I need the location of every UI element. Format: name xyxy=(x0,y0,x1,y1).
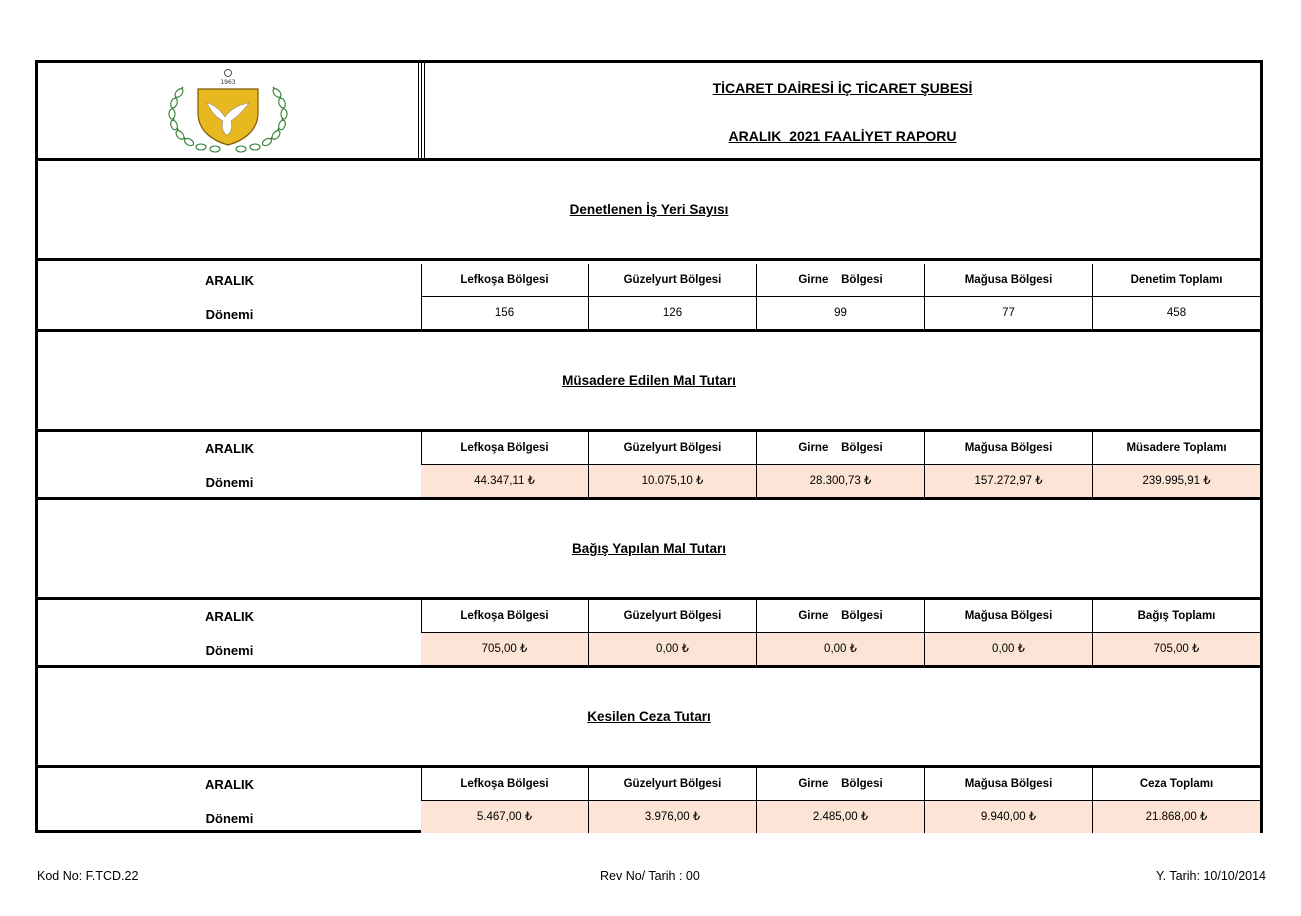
emblem-year: 1963 xyxy=(220,79,236,86)
report-table xyxy=(35,60,1263,833)
column-header: Girne Bölgesi xyxy=(757,432,924,465)
column-header: Güzelyurt Bölgesi xyxy=(589,768,756,801)
column-header: Lefkoşa Bölgesi xyxy=(421,264,588,297)
cell-value: 157.272,97 ₺ xyxy=(925,465,1092,497)
cell-value: 99 xyxy=(834,307,847,319)
period-month: ARALIK xyxy=(204,273,255,288)
cell-value: 44.347,11 ₺ xyxy=(421,465,588,497)
column-header: Mağusa Bölgesi xyxy=(925,264,1092,297)
cell-value: 239.995,91 ₺ xyxy=(1093,465,1260,497)
section-title: Kesilen Ceza Tutarı xyxy=(587,709,711,724)
region-column xyxy=(421,264,589,329)
column-header: Girne Bölgesi xyxy=(757,768,924,801)
region-column xyxy=(589,264,757,329)
period-label xyxy=(38,264,422,329)
total-column xyxy=(1093,432,1260,497)
section-title: Denetlenen İş Yeri Sayısı xyxy=(569,202,729,217)
cell-value: 458 xyxy=(1166,307,1187,319)
cell-value: 0,00 ₺ xyxy=(757,633,924,665)
region-column xyxy=(925,768,1093,833)
period-month: ARALIK xyxy=(204,441,255,456)
footer-date: Y. Tarih: 10/10/2014 xyxy=(1155,869,1266,883)
column-header: Lefkoşa Bölgesi xyxy=(421,600,588,633)
column-header: Mağusa Bölgesi xyxy=(925,600,1092,633)
title-cell xyxy=(424,63,1260,158)
cell-value: 705,00 ₺ xyxy=(1093,633,1260,665)
region-column xyxy=(757,600,925,665)
column-header: Bağış Toplamı xyxy=(1093,600,1260,633)
footer-code: Kod No: F.TCD.22 xyxy=(37,869,139,883)
section-row-inspections xyxy=(38,264,1260,332)
total-column xyxy=(1093,264,1260,329)
period-suffix: Dönemi xyxy=(205,643,254,658)
column-header: Mağusa Bölgesi xyxy=(925,768,1092,801)
period-label xyxy=(38,768,422,833)
column-header: Güzelyurt Bölgesi xyxy=(589,600,756,633)
period-suffix: Dönemi xyxy=(205,307,254,322)
column-header: Güzelyurt Bölgesi xyxy=(589,264,756,297)
region-column xyxy=(925,264,1093,329)
region-column xyxy=(589,600,757,665)
region-column xyxy=(421,768,589,833)
cell-value: 10.075,10 ₺ xyxy=(589,465,756,497)
section-title: Müsadere Edilen Mal Tutarı xyxy=(562,373,736,388)
cell-value: 9.940,00 ₺ xyxy=(925,801,1092,833)
cell-value: 2.485,00 ₺ xyxy=(757,801,924,833)
section-row-fines xyxy=(38,768,1260,836)
cell-value: 705,00 ₺ xyxy=(421,633,588,665)
cell-value: 5.467,00 ₺ xyxy=(421,801,588,833)
cell-value: 156 xyxy=(494,307,515,319)
column-header: Müsadere Toplamı xyxy=(1093,432,1260,465)
section-head-inspections xyxy=(38,161,1260,261)
cell-value: 126 xyxy=(662,307,683,319)
logo-cell xyxy=(38,63,422,158)
period-month: ARALIK xyxy=(204,777,255,792)
period-suffix: Dönemi xyxy=(205,811,254,826)
cell-value: 21.868,00 ₺ xyxy=(1093,801,1260,833)
region-column xyxy=(589,768,757,833)
period-suffix: Dönemi xyxy=(205,475,254,490)
cell-value: 0,00 ₺ xyxy=(925,633,1092,665)
period-month: ARALIK xyxy=(204,609,255,624)
period-label xyxy=(38,432,422,497)
report-title: ARALIK 2021 FAALİYET RAPORU xyxy=(728,128,957,144)
period-label xyxy=(38,600,422,665)
section-head-confiscation xyxy=(38,332,1260,432)
column-header: Lefkoşa Bölgesi xyxy=(421,768,588,801)
department-title: TİCARET DAİRESİ İÇ TİCARET ŞUBESİ xyxy=(712,80,973,96)
column-header: Ceza Toplamı xyxy=(1093,768,1260,801)
cell-value: 77 xyxy=(1002,307,1015,319)
column-header: Denetim Toplamı xyxy=(1093,264,1260,297)
region-column xyxy=(757,264,925,329)
footer-revision: Rev No/ Tarih : 00 xyxy=(600,869,700,883)
column-header: Mağusa Bölgesi xyxy=(925,432,1092,465)
total-column xyxy=(1093,600,1260,665)
region-column xyxy=(925,600,1093,665)
section-head-fines xyxy=(38,668,1260,768)
report-header xyxy=(38,63,1260,161)
section-title: Bağış Yapılan Mal Tutarı xyxy=(571,541,727,556)
region-column xyxy=(757,768,925,833)
section-head-donations xyxy=(38,500,1260,600)
region-column xyxy=(925,432,1093,497)
region-column xyxy=(757,432,925,497)
column-header: Girne Bölgesi xyxy=(757,600,924,633)
region-column xyxy=(421,432,589,497)
section-row-confiscation xyxy=(38,432,1260,500)
region-column xyxy=(589,432,757,497)
column-header: Güzelyurt Bölgesi xyxy=(589,432,756,465)
cell-value: 0,00 ₺ xyxy=(589,633,756,665)
section-row-donations xyxy=(38,600,1260,668)
cell-value: 3.976,00 ₺ xyxy=(589,801,756,833)
emblem-logo xyxy=(163,67,293,153)
total-column xyxy=(1093,768,1260,833)
region-column xyxy=(421,600,589,665)
cell-value: 28.300,73 ₺ xyxy=(757,465,924,497)
column-header: Lefkoşa Bölgesi xyxy=(421,432,588,465)
column-header: Girne Bölgesi xyxy=(757,264,924,297)
